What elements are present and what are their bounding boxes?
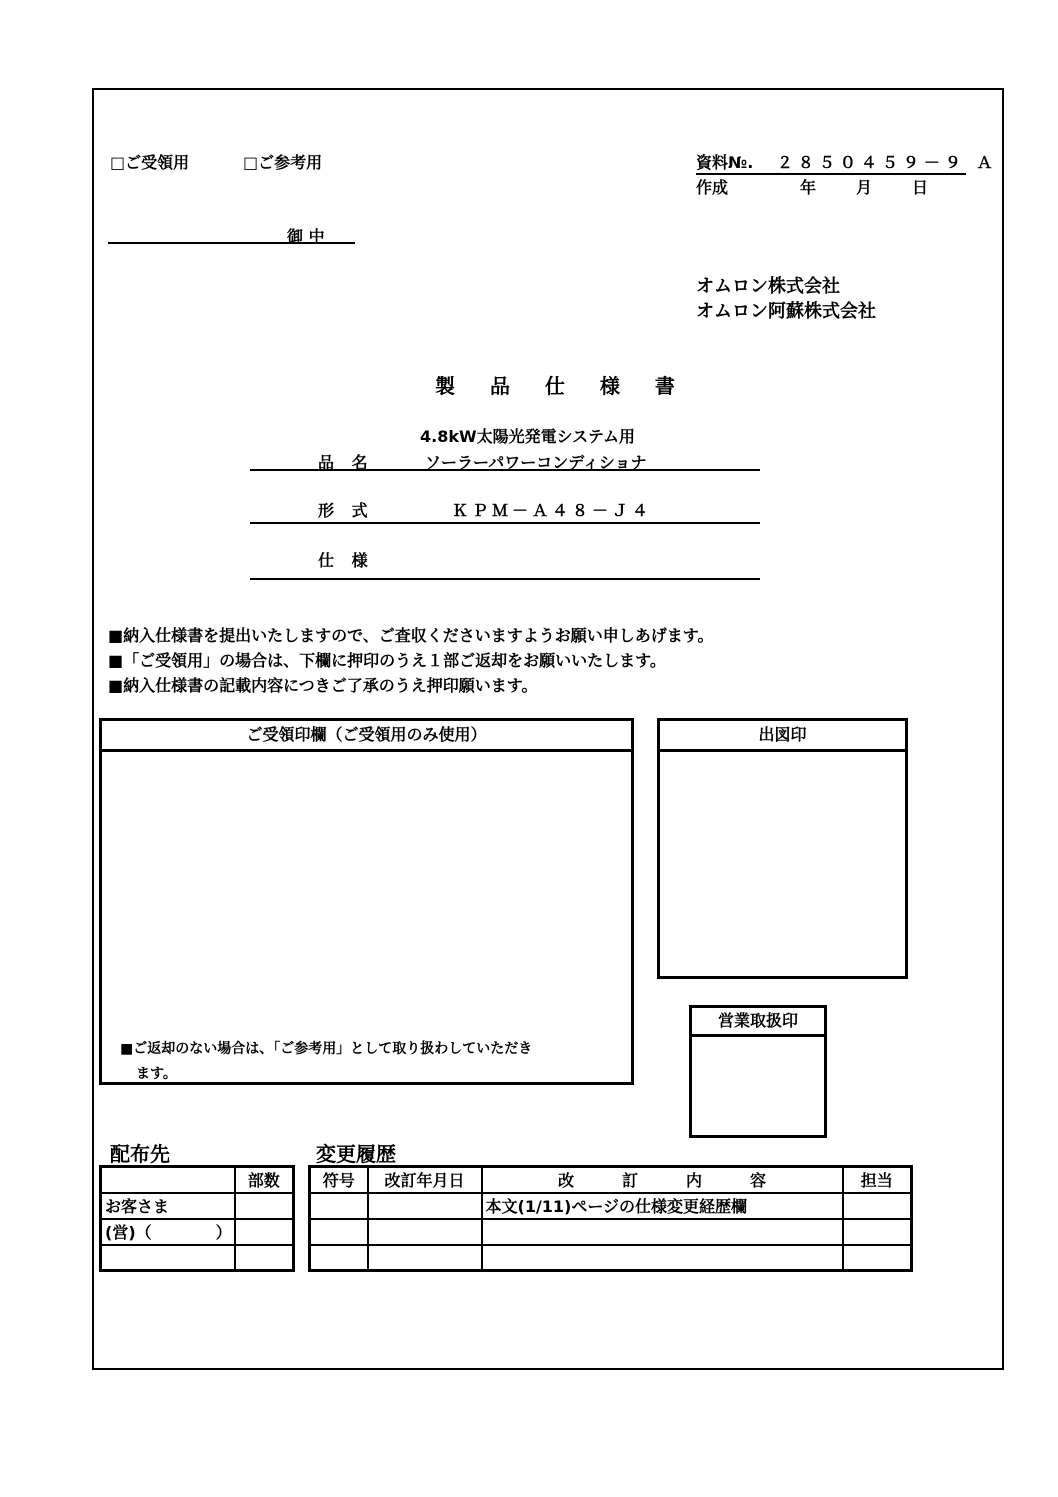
revision-content: 本文(1/11)ページの仕様変更経歴欄 xyxy=(482,1193,843,1219)
table-row xyxy=(310,1219,912,1245)
revision-date xyxy=(368,1219,482,1245)
revision-title: 変更履歴 xyxy=(316,1142,396,1166)
model-underline xyxy=(250,522,760,524)
issue-stamp-title: 出図印 xyxy=(660,721,905,752)
table-row xyxy=(101,1245,294,1271)
revision-header-symbol: 符号 xyxy=(310,1167,368,1193)
distribution-title: 配布先 xyxy=(110,1142,170,1166)
distribution-copies[interactable] xyxy=(235,1219,294,1245)
revision-table xyxy=(308,1165,913,1272)
created-label: 作成 xyxy=(696,178,729,197)
revision-person xyxy=(843,1193,912,1219)
note-1: ■納入仕様書を提出いたしますので、ご査収くださいますようお願い申しあげます。 xyxy=(108,626,714,645)
product-name-underline xyxy=(250,469,760,471)
receipt-footnote-line2: ます。 xyxy=(136,1066,177,1082)
model-label: 形 式 xyxy=(318,501,374,520)
issue-stamp-box[interactable] xyxy=(657,718,908,979)
revision-header-content: 改 訂 内 容 xyxy=(482,1167,843,1193)
table-row xyxy=(101,1193,294,1219)
revision-date xyxy=(368,1245,482,1271)
month-label: 月 xyxy=(856,178,873,197)
document-number-value: ２８５０４５９－９ Ａ xyxy=(776,153,998,172)
receipt-stamp-box[interactable] xyxy=(99,718,634,1085)
receipt-checkbox-label[interactable]: □ご受領用 xyxy=(110,153,190,172)
revision-person xyxy=(843,1245,912,1271)
distribution-recipient xyxy=(101,1245,235,1271)
company-name-1: オムロン株式会社 xyxy=(696,276,840,297)
spec-label: 仕 様 xyxy=(318,551,374,570)
table-row xyxy=(310,1193,912,1219)
revision-symbol xyxy=(310,1245,368,1271)
receipt-stamp-title: ご受領印欄（ご受領用のみ使用） xyxy=(102,721,631,752)
revision-content xyxy=(482,1245,843,1271)
document-title: 製 品 仕 様 書 xyxy=(435,374,689,398)
distribution-recipient: (営)（ ） xyxy=(101,1219,235,1245)
revision-date xyxy=(368,1193,482,1219)
revision-symbol xyxy=(310,1219,368,1245)
revision-symbol xyxy=(310,1193,368,1219)
table-row xyxy=(101,1219,294,1245)
year-label: 年 xyxy=(800,178,817,197)
sales-stamp-title: 営業取扱印 xyxy=(692,1008,824,1037)
distribution-table xyxy=(99,1165,295,1272)
receipt-footnote-line1: ■ご返却のない場合は、「ご参考用」として取り扱わしていただき xyxy=(120,1041,533,1057)
document-number-label: 資料№. xyxy=(696,153,754,172)
distribution-header-copies: 部数 xyxy=(235,1167,294,1193)
sales-stamp-box[interactable] xyxy=(689,1005,827,1138)
revision-content xyxy=(482,1219,843,1245)
product-name-label: 品 名 xyxy=(318,453,374,472)
document-number xyxy=(696,150,998,175)
revision-header-person: 担当 xyxy=(843,1167,912,1193)
recipient-suffix: 御 中 xyxy=(287,227,325,246)
revision-header-date: 改訂年月日 xyxy=(368,1167,482,1193)
distribution-copies[interactable] xyxy=(235,1193,294,1219)
day-label: 日 xyxy=(912,178,929,197)
product-name-line1: 4.8kW太陽光発電システム用 xyxy=(420,427,636,446)
note-2: ■「ご受領用」の場合は、下欄に押印のうえ１部ご返却をお願いいたします。 xyxy=(108,651,666,670)
model-value: ＫＰＭ－Ａ４８－Ｊ４ xyxy=(452,501,653,520)
note-3: ■納入仕様書の記載内容につきご了承のうえ押印願います。 xyxy=(108,676,538,695)
spec-underline xyxy=(250,578,760,580)
company-name-2: オムロン阿蘇株式会社 xyxy=(696,301,876,322)
reference-checkbox-label[interactable]: □ご参考用 xyxy=(243,153,323,172)
distribution-header-blank xyxy=(101,1167,235,1193)
distribution-recipient: お客さま xyxy=(101,1193,235,1219)
table-row xyxy=(310,1245,912,1271)
product-name-line2: ソーラーパワーコンディショナ xyxy=(425,453,647,472)
distribution-copies[interactable] xyxy=(235,1245,294,1271)
revision-person xyxy=(843,1219,912,1245)
